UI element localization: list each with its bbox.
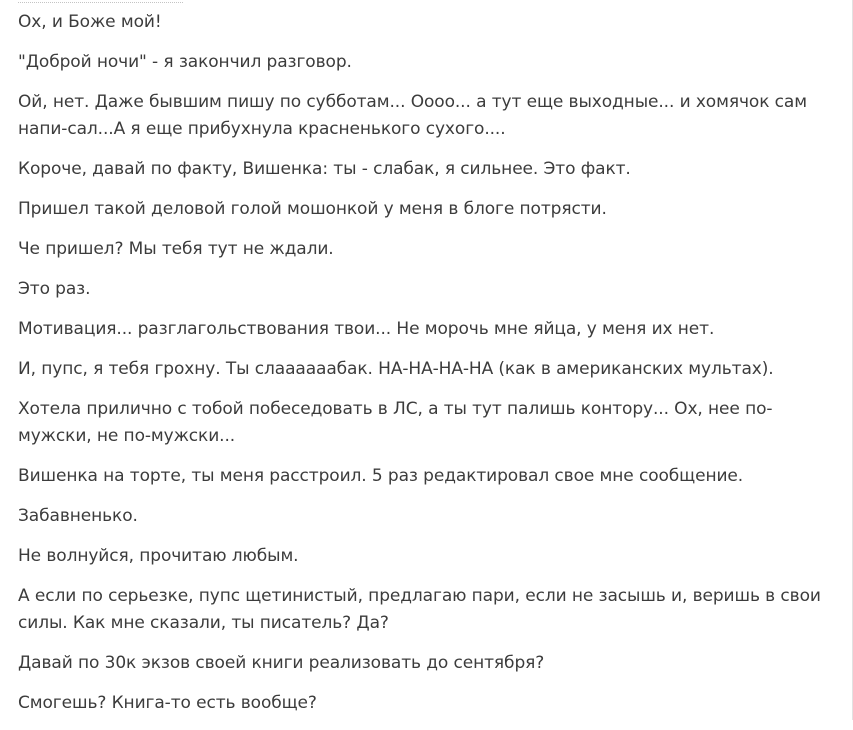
top-divider — [18, 2, 183, 3]
paragraph: Мотивация... разглагольствования твои... Не морочь мне яйца, у меня их нет. — [18, 319, 715, 339]
paragraph: А если по серьезке, пупс щетинистый, предлагаю пари, если не засышь и, веришь в свои силы. Как мне сказали, ты писатель? Да? — [18, 586, 821, 633]
paragraph: Вишенка на торте, ты меня расстроил. 5 раз редактировал свое мне сообщение. — [18, 466, 744, 486]
paragraph: Пришел такой деловой голой мошонкой у меня в блоге потрясти. — [18, 199, 607, 219]
paragraph: Не волнуйся, прочитаю любым. — [18, 546, 299, 566]
paragraph: Забавненько. — [18, 506, 138, 526]
paragraph: Ох, и Боже мой! — [18, 12, 162, 32]
paragraph: Че пришел? Мы тебя тут не ждали. — [18, 239, 334, 259]
paragraph: Давай по 30к экзов своей книги реализовать до сентября? — [18, 653, 545, 673]
paragraph: Это раз. — [18, 279, 91, 299]
paragraph: Смогешь? Книга-то есть вообще? — [18, 693, 317, 713]
paragraph: Хотела прилично с тобой побеседовать в ЛС, а ты тут палишь контору... Ох, нее по-мужски, не по-мужски... — [18, 399, 773, 446]
paragraph: Короче, давай по факту, Вишенка: ты - слабак, я сильнее. Это факт. — [18, 159, 631, 179]
paragraph: И, пупс, я тебя грохну. Ты слаааааабак. НА-НА-НА-НА (как в американских мультах). — [18, 359, 774, 379]
paragraph: Ой, нет. Даже бывшим пишу по субботам... Оооо... а тут еще выходные... и хомячок сам напи-сал...А я еще прибухнула красненького сухого.... — [18, 92, 807, 139]
paragraph: "Доброй ночи" - я закончил разговор. — [18, 52, 352, 72]
post-body — [18, 9, 840, 730]
